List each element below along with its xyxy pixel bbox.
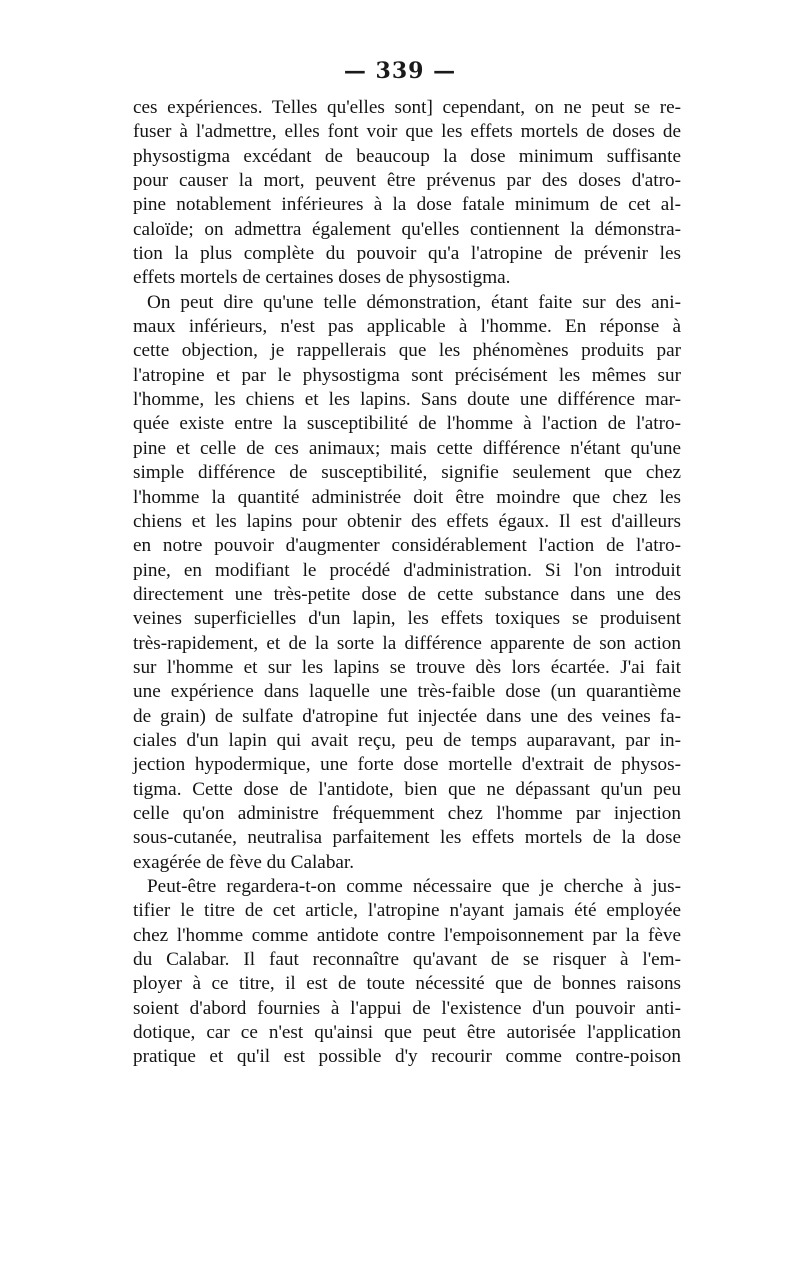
text-line: quée existe entre la susceptibilité de l'homme à l'action de l'atro- <box>133 413 681 435</box>
text-line: sous-cutanée, neutralisa parfaitement les effets mortels de la dose <box>133 827 681 849</box>
text-line: celle qu'on administre fréquemment chez l'homme par injection <box>133 802 681 824</box>
text-line: On peut dire qu'une telle démonstration, étant faite sur des ani- <box>147 291 681 313</box>
text-line: très-rapidement, et de la sorte la différence apparente de son action <box>133 632 681 654</box>
text-line: tigma. Cette dose de l'antidote, bien que ne dépassant qu'un peu <box>133 778 681 800</box>
text-line: physostigma excédant de beaucoup la dose minimum suffisante <box>133 145 681 167</box>
text-line: dotique, car ce n'est qu'ainsi que peut être autorisée l'application <box>133 1022 681 1044</box>
text-line: tifier le titre de cet article, l'atropine n'ayant jamais été employée <box>133 900 681 922</box>
text-line: soient d'abord fournies à l'appui de l'existence d'un pouvoir anti- <box>133 997 681 1019</box>
text-line: l'homme, les chiens et les lapins. Sans doute une différence mar- <box>133 389 681 411</box>
body-text <box>133 96 681 1070</box>
text-line: pratique et qu'il est possible d'y recourir comme contre-poison <box>133 1046 681 1068</box>
text-line: veines superficielles d'un lapin, les effets toxiques se produisent <box>133 608 681 630</box>
text-line: tion la plus complète du pouvoir qu'a l'atropine de prévenir les <box>133 243 681 265</box>
text-line: effets mortels de certaines doses de physostigma. <box>133 267 511 289</box>
text-line: sur l'homme et sur les lapins se trouve dès lors écartée. J'ai fait <box>133 656 681 678</box>
text-line: chez l'homme comme antidote contre l'empoisonnement par la fève <box>133 924 681 946</box>
text-line: l'atropine et par le physostigma sont précisément les mêmes sur <box>133 364 681 386</box>
text-line: ces expériences. Telles qu'elles sont] cependant, on ne peut se re- <box>133 97 681 118</box>
text-line: maux inférieurs, n'est pas applicable à l'homme. En réponse à <box>133 316 681 338</box>
text-line: une expérience dans laquelle une très-faible dose (un quarantième <box>133 681 681 703</box>
text-line: du Calabar. Il faut reconnaître qu'avant de se risquer à l'em- <box>133 949 681 971</box>
text-line: en notre pouvoir d'augmenter considérablement l'action de l'atro- <box>133 535 681 557</box>
text-line: simple différence de susceptibilité, signifie seulement que chez <box>133 462 681 484</box>
text-line: de grain) de sulfate d'atropine fut injectée dans une des veines fa- <box>133 705 681 727</box>
text-line: pine et celle de ces animaux; mais cette différence n'étant qu'une <box>133 437 681 459</box>
text-line: cette objection, je rappellerais que les phénomènes produits par <box>133 340 681 362</box>
text-line: l'homme la quantité administrée doit être moindre que chez les <box>133 486 681 508</box>
text-line: ciales d'un lapin qui avait reçu, peu de temps auparavant, par in- <box>133 729 681 751</box>
text-line: Peut-être regardera-t-on comme nécessaire que je cherche à jus- <box>147 876 681 897</box>
page-number: — 339 — <box>343 58 457 84</box>
text-line: ployer à ce titre, il est de toute nécessité que de bonnes raisons <box>133 973 681 995</box>
text-line: directement une très-petite dose de cette substance dans une des <box>133 583 681 605</box>
text-line: exagérée de fève du Calabar. <box>133 851 355 873</box>
text-line: pine, en modifiant le procédé d'administration. Si l'on introduit <box>133 559 681 581</box>
text-line: jection hypodermique, une forte dose mortelle d'extrait de physos- <box>133 754 681 776</box>
text-line: caloïde; on admettra également qu'elles contiennent la démonstra- <box>133 218 681 240</box>
text-line: pine notablement inférieures à la dose fatale minimum de cet al- <box>133 194 681 216</box>
text-line: pour causer la mort, peuvent être prévenus par des doses d'atro- <box>133 170 681 192</box>
text-line: fuser à l'admettre, elles font voir que les effets mortels de doses de <box>133 121 681 143</box>
text-line: chiens et les lapins pour obtenir des effets égaux. Il est d'ailleurs <box>133 510 681 532</box>
